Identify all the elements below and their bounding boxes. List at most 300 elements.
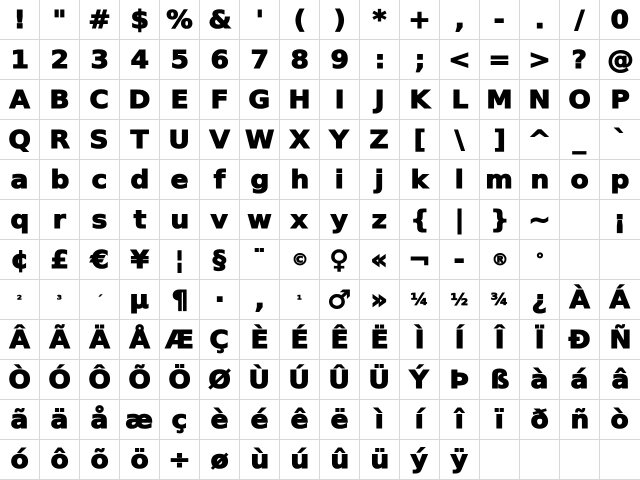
glyph-cell[interactable] <box>320 400 360 440</box>
glyph-cell[interactable] <box>40 120 80 160</box>
glyph-cell[interactable] <box>40 440 80 480</box>
glyph-cell[interactable] <box>360 200 400 240</box>
glyph-character: e <box>170 165 189 194</box>
glyph-cell[interactable] <box>120 200 160 240</box>
glyph-cell[interactable] <box>240 0 280 40</box>
glyph-cell[interactable] <box>280 400 320 440</box>
glyph-cell[interactable] <box>600 240 640 280</box>
glyph-cell[interactable] <box>560 80 600 120</box>
glyph-cell[interactable] <box>120 80 160 120</box>
glyph-cell[interactable] <box>440 360 480 400</box>
glyph-cell[interactable] <box>520 160 560 200</box>
glyph-character: ÷ <box>168 445 191 474</box>
glyph-cell[interactable] <box>80 440 120 480</box>
glyph-cell[interactable] <box>480 320 520 360</box>
glyph-cell[interactable] <box>320 320 360 360</box>
glyph-cell[interactable] <box>160 80 200 120</box>
glyph-character: µ <box>129 285 150 314</box>
glyph-cell[interactable] <box>320 360 360 400</box>
glyph-character: Î <box>494 325 505 354</box>
glyph-character: a <box>10 165 29 194</box>
glyph-character: w <box>247 205 272 234</box>
glyph-cell[interactable] <box>280 160 320 200</box>
glyph-cell[interactable] <box>280 0 320 40</box>
glyph-cell[interactable] <box>480 400 520 440</box>
glyph-cell[interactable] <box>80 240 120 280</box>
glyph-character: ñ <box>570 405 589 434</box>
glyph-cell[interactable] <box>0 120 40 160</box>
glyph-character: - <box>454 245 465 274</box>
glyph-cell[interactable] <box>520 440 560 480</box>
glyph-cell[interactable] <box>560 320 600 360</box>
glyph-character: ò <box>610 405 630 434</box>
glyph-cell[interactable] <box>320 120 360 160</box>
glyph-cell[interactable] <box>80 120 120 160</box>
glyph-character: Ì <box>414 325 425 354</box>
glyph-cell[interactable] <box>480 0 520 40</box>
glyph-cell[interactable] <box>320 160 360 200</box>
glyph-cell[interactable] <box>160 40 200 80</box>
glyph-cell[interactable] <box>240 360 280 400</box>
glyph-cell[interactable] <box>440 280 480 320</box>
glyph-character: 5 <box>170 45 189 74</box>
glyph-cell[interactable] <box>400 0 440 40</box>
glyph-cell[interactable] <box>160 320 200 360</box>
glyph-character: ? <box>571 45 588 74</box>
glyph-cell[interactable] <box>120 360 160 400</box>
glyph-character: { <box>410 205 429 234</box>
glyph-cell[interactable] <box>200 160 240 200</box>
glyph-character: ! <box>13 5 26 34</box>
glyph-cell[interactable] <box>520 320 560 360</box>
glyph-cell[interactable] <box>560 280 600 320</box>
glyph-cell[interactable] <box>280 240 320 280</box>
glyph-character: É <box>290 325 309 354</box>
glyph-character: C <box>89 85 110 114</box>
glyph-character: Í <box>454 325 465 354</box>
glyph-character: I <box>334 85 345 114</box>
glyph-cell[interactable] <box>520 400 560 440</box>
glyph-character: ; <box>414 45 425 74</box>
glyph-cell[interactable] <box>160 120 200 160</box>
glyph-cell[interactable] <box>560 120 600 160</box>
glyph-cell[interactable] <box>360 120 400 160</box>
glyph-cell[interactable] <box>240 440 280 480</box>
glyph-cell[interactable] <box>80 80 120 120</box>
glyph-character: Ñ <box>609 325 631 354</box>
glyph-character: ì <box>374 405 384 434</box>
glyph-character: Ä <box>89 325 110 354</box>
glyph-cell[interactable] <box>0 400 40 440</box>
glyph-character: · <box>214 285 225 314</box>
glyph-cell[interactable] <box>560 400 600 440</box>
glyph-cell[interactable] <box>240 160 280 200</box>
glyph-cell[interactable] <box>400 200 440 240</box>
glyph-character: L <box>451 85 468 114</box>
glyph-cell[interactable] <box>200 360 240 400</box>
glyph-character: ö <box>130 445 149 474</box>
glyph-character: P <box>610 85 630 114</box>
glyph-cell[interactable] <box>320 40 360 80</box>
glyph-cell[interactable] <box>200 240 240 280</box>
glyph-character: W <box>245 125 274 154</box>
glyph-cell[interactable] <box>320 0 360 40</box>
glyph-cell[interactable] <box>600 40 640 80</box>
glyph-cell[interactable] <box>160 200 200 240</box>
glyph-character: @ <box>606 45 634 74</box>
glyph-character: ÿ <box>450 445 469 474</box>
glyph-character: j <box>374 165 384 194</box>
glyph-cell[interactable] <box>280 280 320 320</box>
glyph-character: Â <box>9 325 30 354</box>
glyph-cell[interactable] <box>0 40 40 80</box>
glyph-cell[interactable] <box>320 440 360 480</box>
glyph-character: Ð <box>568 325 591 354</box>
glyph-cell[interactable] <box>440 80 480 120</box>
glyph-cell[interactable] <box>600 280 640 320</box>
glyph-cell[interactable] <box>120 440 160 480</box>
glyph-cell[interactable] <box>200 320 240 360</box>
glyph-cell[interactable] <box>280 120 320 160</box>
glyph-cell[interactable] <box>400 440 440 480</box>
glyph-cell[interactable] <box>400 80 440 120</box>
glyph-cell[interactable] <box>240 200 280 240</box>
glyph-character: $ <box>130 5 149 34</box>
glyph-character: ² <box>16 293 23 306</box>
glyph-cell[interactable] <box>80 280 120 320</box>
glyph-character: - <box>494 5 505 34</box>
glyph-cell[interactable] <box>40 280 80 320</box>
glyph-cell[interactable] <box>400 320 440 360</box>
glyph-cell[interactable] <box>480 280 520 320</box>
glyph-cell[interactable] <box>240 80 280 120</box>
glyph-cell[interactable] <box>160 0 200 40</box>
glyph-character: E <box>170 85 189 114</box>
glyph-cell[interactable] <box>120 40 160 80</box>
glyph-character: k <box>410 165 429 194</box>
glyph-cell[interactable] <box>440 320 480 360</box>
glyph-cell[interactable] <box>440 200 480 240</box>
glyph-cell[interactable] <box>520 240 560 280</box>
glyph-cell[interactable] <box>600 0 640 40</box>
glyph-cell[interactable] <box>200 0 240 40</box>
glyph-cell[interactable] <box>360 280 400 320</box>
glyph-cell[interactable] <box>0 240 40 280</box>
glyph-character: \ <box>454 125 465 154</box>
glyph-character: Ã <box>49 325 70 354</box>
glyph-character: å <box>90 405 109 434</box>
glyph-cell[interactable] <box>360 440 400 480</box>
glyph-character: s <box>91 205 108 234</box>
glyph-cell[interactable] <box>440 240 480 280</box>
glyph-character: î <box>454 405 464 434</box>
glyph-character: " <box>52 5 67 34</box>
glyph-cell[interactable] <box>200 280 240 320</box>
glyph-character: & <box>208 5 231 34</box>
glyph-cell[interactable] <box>240 40 280 80</box>
glyph-character: u <box>170 205 189 234</box>
glyph-character: õ <box>90 445 109 474</box>
glyph-cell[interactable] <box>400 280 440 320</box>
glyph-cell[interactable] <box>80 360 120 400</box>
glyph-cell[interactable] <box>160 440 200 480</box>
glyph-cell[interactable] <box>520 280 560 320</box>
glyph-character: H <box>288 85 311 114</box>
glyph-cell[interactable] <box>0 280 40 320</box>
glyph-character: ¥ <box>130 245 149 274</box>
glyph-character: 7 <box>250 45 269 74</box>
glyph-cell[interactable] <box>360 320 400 360</box>
glyph-cell[interactable] <box>600 160 640 200</box>
glyph-character: » <box>371 285 388 314</box>
glyph-cell[interactable] <box>200 200 240 240</box>
glyph-cell[interactable] <box>400 40 440 80</box>
glyph-cell[interactable] <box>600 200 640 240</box>
glyph-cell[interactable] <box>440 160 480 200</box>
glyph-cell[interactable] <box>560 0 600 40</box>
glyph-cell[interactable] <box>480 240 520 280</box>
glyph-cell[interactable] <box>200 120 240 160</box>
glyph-cell[interactable] <box>40 240 80 280</box>
glyph-cell[interactable] <box>560 440 600 480</box>
glyph-cell[interactable] <box>360 40 400 80</box>
glyph-character: D <box>128 85 151 114</box>
glyph-character: § <box>212 245 227 274</box>
glyph-cell[interactable] <box>280 200 320 240</box>
glyph-cell[interactable] <box>360 0 400 40</box>
glyph-cell[interactable] <box>400 240 440 280</box>
glyph-cell[interactable] <box>0 0 40 40</box>
glyph-character: ' <box>255 5 264 34</box>
glyph-character: . <box>534 5 545 34</box>
glyph-character: Á <box>609 285 631 314</box>
glyph-cell[interactable] <box>560 240 600 280</box>
glyph-cell[interactable] <box>40 320 80 360</box>
glyph-character: p <box>610 165 630 194</box>
glyph-cell[interactable] <box>200 440 240 480</box>
glyph-character: = <box>488 45 511 74</box>
glyph-cell[interactable] <box>0 360 40 400</box>
glyph-cell[interactable] <box>160 280 200 320</box>
glyph-cell[interactable] <box>440 120 480 160</box>
glyph-character: 6 <box>210 45 229 74</box>
glyph-cell[interactable] <box>120 320 160 360</box>
glyph-character: f <box>213 165 226 194</box>
glyph-character: ù <box>250 445 269 474</box>
glyph-cell[interactable] <box>160 400 200 440</box>
glyph-character: , <box>454 5 465 34</box>
glyph-cell[interactable] <box>120 0 160 40</box>
glyph-character: ( <box>293 5 306 34</box>
glyph-cell[interactable] <box>40 40 80 80</box>
glyph-cell[interactable] <box>360 240 400 280</box>
glyph-cell[interactable] <box>400 120 440 160</box>
glyph-character: N <box>528 85 551 114</box>
glyph-cell[interactable] <box>160 240 200 280</box>
glyph-cell[interactable] <box>240 120 280 160</box>
glyph-cell[interactable] <box>280 80 320 120</box>
glyph-cell[interactable] <box>0 440 40 480</box>
glyph-cell[interactable] <box>240 280 280 320</box>
glyph-character: n <box>530 165 549 194</box>
glyph-cell[interactable] <box>480 80 520 120</box>
glyph-cell[interactable] <box>440 400 480 440</box>
glyph-cell[interactable] <box>320 280 360 320</box>
glyph-character: ½ <box>450 289 469 309</box>
glyph-character: U <box>168 125 191 154</box>
glyph-cell[interactable] <box>80 200 120 240</box>
glyph-cell[interactable] <box>560 360 600 400</box>
glyph-character: ¼ <box>410 289 429 309</box>
glyph-character: ³ <box>56 293 63 306</box>
glyph-cell[interactable] <box>360 80 400 120</box>
glyph-cell[interactable] <box>120 280 160 320</box>
glyph-cell[interactable] <box>560 40 600 80</box>
glyph-cell[interactable] <box>280 440 320 480</box>
glyph-cell[interactable] <box>0 320 40 360</box>
glyph-character: ^ <box>528 125 551 154</box>
glyph-character: Ù <box>248 365 271 394</box>
glyph-cell[interactable] <box>480 120 520 160</box>
glyph-cell[interactable] <box>560 200 600 240</box>
glyph-cell[interactable] <box>80 0 120 40</box>
glyph-cell[interactable] <box>120 120 160 160</box>
glyph-character: Z <box>369 125 390 154</box>
glyph-character: d <box>130 165 149 194</box>
glyph-cell[interactable] <box>80 320 120 360</box>
glyph-character: í <box>414 405 424 434</box>
glyph-character: ü <box>370 445 389 474</box>
glyph-cell[interactable] <box>600 440 640 480</box>
glyph-character: ´ <box>96 293 103 306</box>
glyph-cell[interactable] <box>160 360 200 400</box>
glyph-cell[interactable] <box>240 320 280 360</box>
glyph-cell[interactable] <box>440 0 480 40</box>
glyph-character: _ <box>572 125 587 154</box>
glyph-character: ¹ <box>296 293 303 306</box>
glyph-cell[interactable] <box>0 160 40 200</box>
glyph-character: | <box>454 205 465 234</box>
glyph-cell[interactable] <box>80 40 120 80</box>
glyph-cell[interactable] <box>40 80 80 120</box>
glyph-cell[interactable] <box>600 320 640 360</box>
glyph-character: b <box>50 165 69 194</box>
glyph-character: æ <box>125 405 154 434</box>
glyph-cell[interactable] <box>480 40 520 80</box>
glyph-character: € <box>90 245 109 274</box>
glyph-character: Ü <box>368 365 391 394</box>
glyph-character: t <box>133 205 146 234</box>
glyph-cell[interactable] <box>40 160 80 200</box>
glyph-cell[interactable] <box>320 200 360 240</box>
glyph-cell[interactable] <box>520 360 560 400</box>
glyph-cell[interactable] <box>360 400 400 440</box>
glyph-cell[interactable] <box>520 40 560 80</box>
glyph-character: X <box>289 125 310 154</box>
glyph-cell[interactable] <box>160 160 200 200</box>
glyph-cell[interactable] <box>0 200 40 240</box>
glyph-character: ¿ <box>531 285 548 314</box>
glyph-cell[interactable] <box>240 400 280 440</box>
glyph-cell[interactable] <box>120 400 160 440</box>
glyph-cell[interactable] <box>400 360 440 400</box>
glyph-character: Ë <box>370 325 389 354</box>
glyph-character: ~ <box>528 205 551 234</box>
glyph-character: Ç <box>209 325 230 354</box>
glyph-cell[interactable] <box>360 360 400 400</box>
glyph-character: ♀ <box>329 245 350 274</box>
glyph-character: 2 <box>50 45 69 74</box>
glyph-cell[interactable] <box>280 320 320 360</box>
glyph-cell[interactable] <box>200 40 240 80</box>
glyph-character: , <box>254 285 265 314</box>
glyph-character: B <box>49 85 70 114</box>
glyph-character: ` <box>613 125 627 154</box>
glyph-character: ¨ <box>252 245 267 274</box>
glyph-character: ç <box>171 405 188 434</box>
glyph-cell[interactable] <box>120 160 160 200</box>
glyph-cell[interactable] <box>600 120 640 160</box>
glyph-cell[interactable] <box>400 400 440 440</box>
glyph-character: ] <box>493 125 506 154</box>
glyph-cell[interactable] <box>280 40 320 80</box>
glyph-character: ê <box>290 405 309 434</box>
glyph-cell[interactable] <box>240 240 280 280</box>
glyph-cell[interactable] <box>600 400 640 440</box>
glyph-cell[interactable] <box>440 40 480 80</box>
glyph-cell[interactable] <box>600 80 640 120</box>
glyph-character: S <box>90 125 109 154</box>
glyph-cell[interactable] <box>480 160 520 200</box>
glyph-character: O <box>568 85 591 114</box>
glyph-cell[interactable] <box>120 240 160 280</box>
glyph-cell[interactable] <box>0 80 40 120</box>
glyph-cell[interactable] <box>560 160 600 200</box>
glyph-cell[interactable] <box>480 440 520 480</box>
glyph-cell[interactable] <box>600 360 640 400</box>
glyph-character: © <box>291 249 308 269</box>
glyph-cell[interactable] <box>480 360 520 400</box>
glyph-character: m <box>485 165 514 194</box>
glyph-character: y <box>330 205 349 234</box>
glyph-cell[interactable] <box>40 0 80 40</box>
glyph-cell[interactable] <box>520 120 560 160</box>
glyph-cell[interactable] <box>200 80 240 120</box>
glyph-character: Þ <box>449 365 470 394</box>
glyph-cell[interactable] <box>320 240 360 280</box>
glyph-cell[interactable] <box>520 200 560 240</box>
glyph-cell[interactable] <box>400 160 440 200</box>
glyph-character: ð <box>530 405 549 434</box>
glyph-cell[interactable] <box>440 440 480 480</box>
glyph-cell[interactable] <box>40 400 80 440</box>
glyph-cell[interactable] <box>40 360 80 400</box>
glyph-cell[interactable] <box>360 160 400 200</box>
glyph-character: ý <box>410 445 429 474</box>
glyph-cell[interactable] <box>280 360 320 400</box>
glyph-cell[interactable] <box>40 200 80 240</box>
glyph-cell[interactable] <box>200 400 240 440</box>
glyph-character: ¦ <box>174 245 185 274</box>
glyph-cell[interactable] <box>520 0 560 40</box>
glyph-cell[interactable] <box>80 400 120 440</box>
glyph-cell[interactable] <box>480 200 520 240</box>
glyph-character: ï <box>494 405 504 434</box>
glyph-cell[interactable] <box>320 80 360 120</box>
glyph-cell[interactable] <box>520 80 560 120</box>
glyph-cell[interactable] <box>80 160 120 200</box>
glyph-character: < <box>448 45 471 74</box>
